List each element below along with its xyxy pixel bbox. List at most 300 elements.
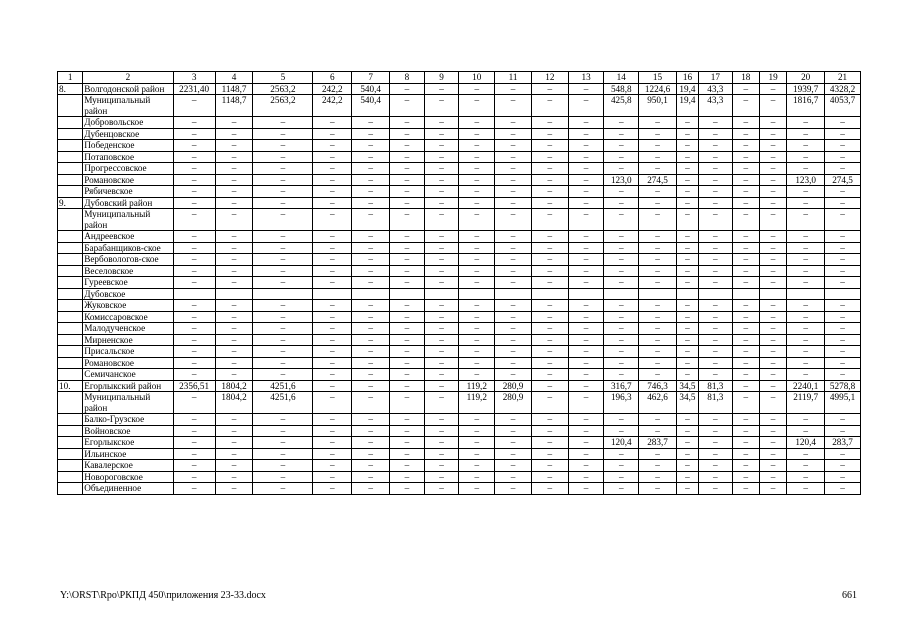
table-cell: – [676,242,698,254]
table-cell: 120,4 [604,437,639,449]
table-cell: – [732,174,759,186]
table-cell: 2119,7 [787,392,825,414]
table-cell: – [173,392,215,414]
table-cell: 540,4 [352,83,390,95]
table-cell [58,323,83,335]
table-cell: 4251,6 [253,392,313,414]
table-cell [58,95,83,117]
table-cell: – [676,128,698,140]
table-cell: – [459,117,495,129]
table-cell: – [215,323,253,335]
table-cell: – [825,163,861,175]
table-cell: – [604,128,639,140]
table-cell: – [215,369,253,381]
table-cell [58,140,83,152]
table-cell: – [639,197,677,209]
table-cell: – [253,425,313,437]
table-cell: – [759,83,786,95]
table-cell: 120,4 [787,437,825,449]
table-cell: – [390,265,425,277]
table-cell: – [215,437,253,449]
table-cell: 4053,7 [825,95,861,117]
table-header-cell: 11 [495,72,532,84]
table-cell: – [173,186,215,198]
table-cell: – [313,437,352,449]
table-cell [699,288,733,300]
table-cell [759,288,786,300]
table-cell: – [787,414,825,426]
table-cell [58,334,83,346]
table-cell [253,288,313,300]
table-cell: – [313,357,352,369]
table-cell: – [313,242,352,254]
table-cell: 34,5 [676,380,698,392]
table-cell: – [173,323,215,335]
table-cell: – [732,392,759,414]
table-cell: – [390,300,425,312]
table-cell: – [390,425,425,437]
table-cell: – [568,242,604,254]
table-cell: – [531,448,568,460]
table-cell: – [424,334,459,346]
table-cell: – [424,323,459,335]
table-cell: – [787,471,825,483]
table-cell: – [568,265,604,277]
table-cell: – [639,369,677,381]
table-header-cell: 15 [639,72,677,84]
table-cell: – [825,425,861,437]
table-cell: – [253,311,313,323]
table-cell: – [253,448,313,460]
table-cell: – [639,483,677,495]
table-cell: – [253,346,313,358]
table-cell: – [424,254,459,266]
table-cell: – [732,346,759,358]
table-cell: – [825,311,861,323]
table-cell: – [568,448,604,460]
table-cell: – [215,357,253,369]
table-cell [58,311,83,323]
table-cell: – [173,277,215,289]
table-cell: – [639,334,677,346]
table-cell: – [215,277,253,289]
table-cell: – [424,437,459,449]
table-cell: – [352,300,390,312]
table-cell: – [459,197,495,209]
table-cell: – [390,242,425,254]
table-cell: – [639,357,677,369]
table-cell: – [495,357,532,369]
table-cell: – [604,346,639,358]
table-cell: – [313,163,352,175]
table-cell: – [825,414,861,426]
table-cell: – [825,346,861,358]
table-cell: 280,9 [495,392,532,414]
table-cell: – [531,460,568,472]
table-cell: – [699,471,733,483]
table-header-cell: 8 [390,72,425,84]
table-cell: – [787,140,825,152]
table-cell: – [173,209,215,231]
table-cell: – [531,471,568,483]
table-cell: 283,7 [639,437,677,449]
table-cell: – [531,369,568,381]
table-cell: 119,2 [459,380,495,392]
table-cell: – [787,448,825,460]
table-cell: – [459,425,495,437]
table-cell: – [604,277,639,289]
row-name-cell: Прогрессовское [83,163,173,175]
table-cell: – [639,471,677,483]
table-cell: – [352,186,390,198]
row-name-cell: Потаповское [83,151,173,163]
table-cell: – [352,254,390,266]
table-cell: – [352,140,390,152]
table-cell: – [215,311,253,323]
table-cell [58,242,83,254]
row-name-cell: Волгодонской район [83,83,173,95]
table-row [58,163,861,175]
row-name-cell: Мирненское [83,334,173,346]
table-row [58,231,861,243]
table-cell: – [732,186,759,198]
table-cell: – [424,300,459,312]
table-cell: – [676,425,698,437]
table-cell [424,288,459,300]
table-cell: – [495,311,532,323]
table-cell: – [253,437,313,449]
table-cell: 746,3 [639,380,677,392]
table-cell: – [352,357,390,369]
table-cell: – [313,471,352,483]
table-cell [58,117,83,129]
table-cell: – [390,277,425,289]
table-cell: – [825,357,861,369]
table-cell: – [787,265,825,277]
table-row [58,414,861,426]
table-row [58,197,861,209]
table-cell: – [825,186,861,198]
table-cell: – [604,300,639,312]
table-cell: – [313,128,352,140]
table-cell: – [531,300,568,312]
table-cell: – [787,186,825,198]
table-cell: – [732,163,759,175]
table-cell: – [459,437,495,449]
table-cell: – [699,483,733,495]
table-cell: 950,1 [639,95,677,117]
table-cell: 1804,2 [215,380,253,392]
table-cell: – [759,231,786,243]
table-cell: – [424,163,459,175]
table-cell: – [173,95,215,117]
table-cell: 119,2 [459,392,495,414]
table-cell: – [495,209,532,231]
table-cell: – [732,323,759,335]
table-row [58,448,861,460]
table-cell: – [424,95,459,117]
table-cell: – [173,140,215,152]
table-cell: – [531,186,568,198]
table-cell: – [699,425,733,437]
table-cell: – [604,460,639,472]
row-name-cell: Романовское [83,357,173,369]
table-cell: – [352,460,390,472]
table-cell: – [531,277,568,289]
table-cell: – [732,83,759,95]
table-cell: – [639,140,677,152]
table-cell: – [495,448,532,460]
table-cell: – [604,483,639,495]
table-cell: – [759,448,786,460]
table-cell: – [390,254,425,266]
table-cell: – [825,300,861,312]
table-cell: – [699,151,733,163]
row-name-cell: Егорлыкское [83,437,173,449]
table-cell: – [390,448,425,460]
table-cell: – [787,197,825,209]
table-cell: – [531,197,568,209]
table-cell: – [604,471,639,483]
table-cell: – [568,357,604,369]
table-cell: – [676,460,698,472]
table-cell [604,288,639,300]
row-name-cell: Романовское [83,174,173,186]
table-cell: – [759,242,786,254]
table-cell: – [531,311,568,323]
table-cell [58,265,83,277]
table-cell: – [253,277,313,289]
row-name-cell: Дубовский район [83,197,173,209]
table-cell: – [568,83,604,95]
table-cell: – [759,209,786,231]
table-cell: – [699,140,733,152]
table-cell: – [390,231,425,243]
table-cell: 123,0 [604,174,639,186]
table-cell: 1816,7 [787,95,825,117]
table-cell: – [459,300,495,312]
table-cell: – [313,197,352,209]
table-row [58,334,861,346]
table-cell: – [676,151,698,163]
table-cell: – [568,323,604,335]
table-cell: – [732,414,759,426]
table-cell: – [699,357,733,369]
table-cell: – [759,197,786,209]
table-cell: – [787,311,825,323]
table-cell: – [759,95,786,117]
table-cell: – [531,425,568,437]
table-cell: – [459,448,495,460]
table-cell: – [313,346,352,358]
table-cell: – [253,471,313,483]
table-cell: – [568,392,604,414]
table-cell: – [787,369,825,381]
table-cell: – [732,448,759,460]
table-cell: – [699,414,733,426]
table-cell: 8. [58,83,83,95]
table-cell: – [604,369,639,381]
table-cell [495,288,532,300]
table-cell: – [390,460,425,472]
table-row [58,380,861,392]
table-cell: – [699,117,733,129]
table-row [58,140,861,152]
row-name-cell: Комиссаровское [83,311,173,323]
table-cell: – [759,414,786,426]
table-cell: 10. [58,380,83,392]
table-cell: 2240,1 [787,380,825,392]
table-cell: – [639,346,677,358]
table-cell: 548,8 [604,83,639,95]
table-cell: – [732,140,759,152]
table-cell: – [173,254,215,266]
table-cell [313,288,352,300]
table-cell: – [759,140,786,152]
table-cell: – [495,117,532,129]
table-cell: – [253,265,313,277]
table-cell: – [787,346,825,358]
table-cell: – [699,186,733,198]
table-cell: – [459,460,495,472]
table-cell: – [313,334,352,346]
table-cell: – [352,265,390,277]
table-row [58,483,861,495]
table-cell: – [676,197,698,209]
table-cell: – [732,460,759,472]
table-cell: – [173,197,215,209]
table-cell: – [676,209,698,231]
table-cell: – [173,448,215,460]
table-cell: – [390,483,425,495]
table-cell: – [676,231,698,243]
row-name-cell: Муниципальный район [83,95,173,117]
table-cell [58,414,83,426]
table-cell: – [495,242,532,254]
table-cell: 5278,8 [825,380,861,392]
table-cell: – [759,151,786,163]
row-name-cell: Присальское [83,346,173,358]
table-header-cell: 5 [253,72,313,84]
table-cell: 19,4 [676,95,698,117]
row-name-cell: Егорлыкский район [83,380,173,392]
table-header-cell: 7 [352,72,390,84]
table-cell: – [732,231,759,243]
table-cell: – [825,140,861,152]
table-cell: – [173,334,215,346]
table-cell: – [732,151,759,163]
table-cell: 43,3 [699,83,733,95]
table-cell: 2231,40 [173,83,215,95]
table-cell: – [352,483,390,495]
table-cell: – [313,323,352,335]
table-cell: – [173,151,215,163]
table-cell: – [568,151,604,163]
table-cell: – [173,460,215,472]
table-cell: 19,4 [676,83,698,95]
table-cell: – [173,437,215,449]
table-cell: – [424,460,459,472]
table-cell [58,471,83,483]
table-cell: – [459,242,495,254]
table-cell: – [313,300,352,312]
table-header-cell: 2 [83,72,173,84]
table-cell: – [495,323,532,335]
table-cell: – [825,265,861,277]
table-cell: – [495,151,532,163]
table-cell: – [424,265,459,277]
row-name-cell: Кавалерское [83,460,173,472]
table-header-cell: 19 [759,72,786,84]
table-cell: 274,5 [825,174,861,186]
table-cell: – [676,357,698,369]
table-cell: – [352,242,390,254]
table-cell: – [253,254,313,266]
table-cell: – [390,197,425,209]
table-cell: – [787,277,825,289]
table-cell: – [352,174,390,186]
table-cell: – [676,311,698,323]
table-cell: – [639,323,677,335]
table-cell: – [313,380,352,392]
table-cell: – [215,414,253,426]
table-cell: – [215,346,253,358]
table-cell: – [495,300,532,312]
table-cell: – [531,163,568,175]
table-cell [58,437,83,449]
table-cell: – [639,163,677,175]
table-cell: – [495,186,532,198]
table-cell [58,277,83,289]
table-cell: – [787,117,825,129]
table-row [58,128,861,140]
table-cell: – [531,242,568,254]
table-cell: – [313,174,352,186]
table-cell [58,483,83,495]
table-cell: – [676,265,698,277]
table-cell: – [604,151,639,163]
table-cell [58,128,83,140]
table-row [58,186,861,198]
table-cell: – [390,369,425,381]
table-cell: – [787,357,825,369]
table-cell: – [352,471,390,483]
table-cell: – [459,151,495,163]
table-cell [58,254,83,266]
table-cell: – [390,140,425,152]
table-cell: – [568,460,604,472]
table-cell: – [352,334,390,346]
table-cell: – [253,140,313,152]
table-cell: 1804,2 [215,392,253,414]
table-cell: – [639,460,677,472]
table-cell: – [568,311,604,323]
table-cell: – [215,231,253,243]
table-cell: – [759,437,786,449]
table-cell: – [604,425,639,437]
table-row [58,460,861,472]
table-cell [58,392,83,414]
table-cell: – [699,254,733,266]
table-cell: – [568,425,604,437]
table-cell: – [424,414,459,426]
table-cell: – [215,209,253,231]
table-cell: – [424,174,459,186]
table-cell: – [699,128,733,140]
table-cell: – [568,277,604,289]
table-cell [459,288,495,300]
table-cell: – [531,83,568,95]
